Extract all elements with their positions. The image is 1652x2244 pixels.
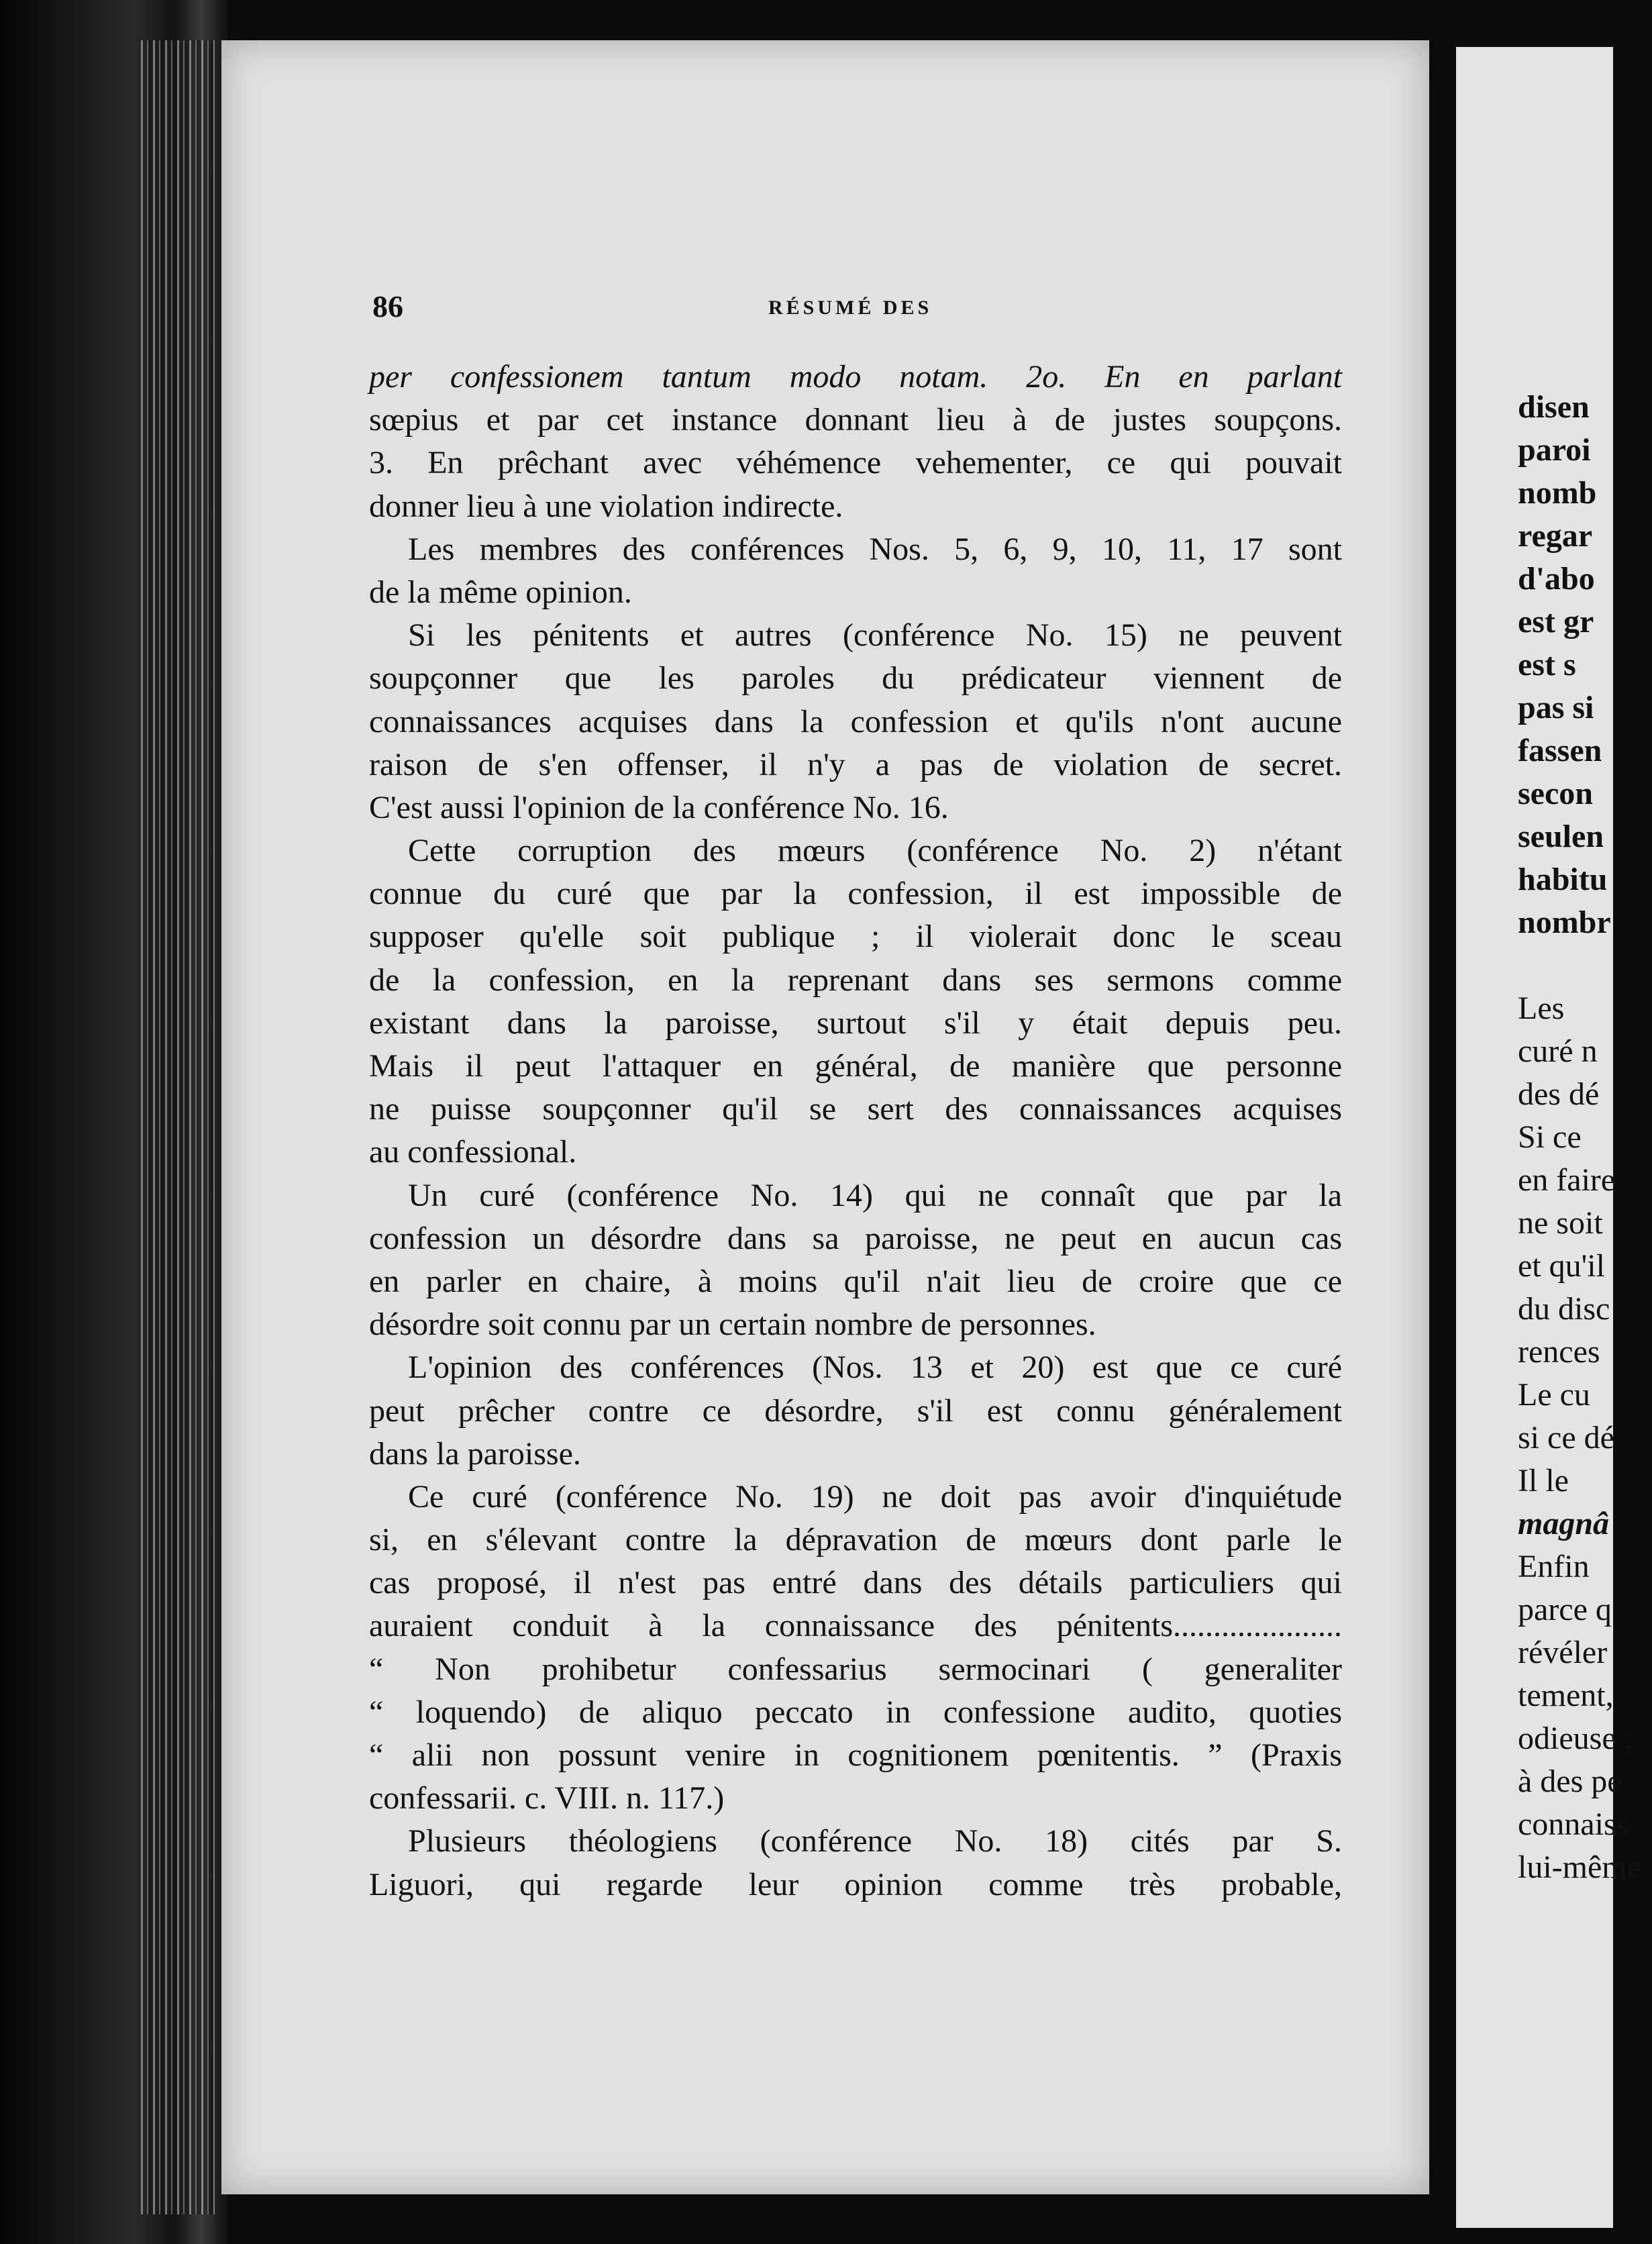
right-line: ne soit — [1518, 1205, 1603, 1241]
text-line: connaissances acquises dans la confession et qu'ils n'ont aucune — [369, 703, 1342, 740]
right-line: nomb — [1518, 475, 1597, 511]
text-line: de la même opinion. — [369, 574, 632, 610]
right-line: Les — [1518, 990, 1565, 1026]
text-line: Plusieurs théologiens (conférence No. 18) cités par S. — [408, 1823, 1342, 1859]
right-line: d'abo — [1518, 561, 1595, 597]
text-line: supposer qu'elle soit publique ; il violerait donc le sceau — [369, 919, 1342, 955]
text-line: auraient conduit à la connaissance des pénitents..................... — [369, 1608, 1342, 1644]
right-line: Si ce — [1518, 1119, 1582, 1155]
text-line: Ce curé (conférence No. 19) ne doit pas avoir d'inquiétude — [408, 1478, 1342, 1515]
right-gap — [1518, 944, 1652, 987]
right-line: fassen — [1518, 733, 1602, 768]
text-line: Un curé (conférence No. 14) qui ne connaît que par la — [408, 1177, 1342, 1213]
running-head: RÉSUMÉ DES — [768, 297, 933, 319]
right-page-text — [1518, 386, 1652, 1889]
right-line: secon — [1518, 776, 1593, 811]
right-line: regar — [1518, 518, 1593, 554]
text-line: dans la paroisse. — [369, 1435, 581, 1472]
text-line: peut prêcher contre ce désordre, s'il est connu généralement — [369, 1392, 1342, 1429]
text-line: au confessional. — [369, 1134, 577, 1170]
text-line: Liguori, qui regarde leur opinion comme très probable, — [369, 1866, 1342, 1902]
right-line: rences — [1518, 1334, 1600, 1370]
body-text — [369, 356, 1342, 1906]
text-line: cas proposé, il n'est pas entré dans des détails particuliers qui — [369, 1565, 1342, 1601]
page-edges — [141, 40, 215, 2214]
text-line: donner lieu à une violation indirecte. — [369, 488, 843, 524]
text-line: Les membres des conférences Nos. 5, 6, 9, 10, 11, 17 sont — [408, 531, 1342, 567]
right-line: est s — [1518, 647, 1576, 682]
text-line: Mais il peut l'attaquer en général, de manière que personne — [369, 1048, 1342, 1084]
text-line: sœpius et par cet instance donnant lieu à de justes soupçons. — [369, 402, 1342, 438]
text-line: connue du curé que par la confession, il est impossible de — [369, 876, 1342, 912]
right-line: odieuse ; — [1518, 1721, 1633, 1756]
text-line: en parler en chaire, à moins qu'il n'ait lieu de croire que ce — [369, 1263, 1342, 1299]
text-line: C'est aussi l'opinion de la conférence No. 16. — [369, 789, 949, 825]
page-header — [372, 289, 1365, 329]
text-line: ne puisse soupçonner qu'il se sert des connaissances acquises — [369, 1091, 1342, 1127]
right-line: à des pe — [1518, 1764, 1622, 1799]
right-line: révéler — [1518, 1635, 1608, 1670]
text-line: si, en s'élevant contre la dépravation de mœurs dont parle le — [369, 1522, 1342, 1558]
right-line: et qu'il — [1518, 1248, 1605, 1284]
right-line: curé n — [1518, 1033, 1598, 1069]
text-line: Si les pénitents et autres (conférence No. 15) ne peuvent — [408, 617, 1342, 654]
right-line: lui-même — [1518, 1849, 1641, 1885]
quote-line: “ Non prohibetur confessarius sermocinari ( generaliter — [369, 1651, 1342, 1687]
text-line: confession un désordre dans sa paroisse, ne peut en aucun cas — [369, 1220, 1342, 1256]
quote-line: “ loquendo) de aliquo peccato in confessione audito, quoties — [369, 1694, 1342, 1730]
text-line: 3. En prêchant avec véhémence vehementer, ce qui pouvait — [369, 445, 1342, 481]
text-line: per confessionem tantum modo notam. 2o. En en parlant — [369, 359, 1342, 395]
text-line: soupçonner que les paroles du prédicateur viennent de — [369, 660, 1342, 697]
right-line: pas si — [1518, 690, 1594, 725]
page-number: 86 — [372, 289, 403, 323]
right-line: si ce dé — [1518, 1420, 1614, 1456]
text-line: de la confession, en la reprenant dans ses sermons comme — [369, 962, 1342, 998]
right-line: disen — [1518, 389, 1590, 425]
right-line: paroi — [1518, 432, 1591, 468]
text-line: L'opinion des conférences (Nos. 13 et 20) est que ce curé — [408, 1349, 1342, 1386]
right-line: Enfin — [1518, 1549, 1590, 1584]
right-line: du disc — [1518, 1291, 1610, 1327]
text-line: désordre soit connu par un certain nombre de personnes. — [369, 1307, 1096, 1343]
right-line: tement, — [1518, 1678, 1614, 1713]
quote-line: “ alii non possunt venire in cognitionem pœnitentis. ” (Praxis — [369, 1737, 1342, 1773]
right-line: magnâ — [1518, 1506, 1610, 1541]
right-line: des dé — [1518, 1076, 1600, 1112]
right-line: Le cu — [1518, 1377, 1590, 1413]
right-line: en faire — [1518, 1162, 1616, 1198]
text-line: raison de s'en offenser, il n'y a pas de violation de secret. — [369, 746, 1342, 782]
right-line: nombr — [1518, 905, 1611, 940]
quote-line: confessarii. c. VIII. n. 117.) — [369, 1780, 725, 1817]
right-line: parce q — [1518, 1592, 1612, 1627]
right-line: habitu — [1518, 862, 1608, 897]
text-line: Cette corruption des mœurs (conférence No. 2) n'étant — [408, 833, 1342, 869]
right-line: est gr — [1518, 604, 1594, 640]
right-line: connaiss — [1518, 1806, 1629, 1842]
right-line: Il le — [1518, 1463, 1569, 1498]
page-divider — [1429, 40, 1456, 2228]
text-line: existant dans la paroisse, surtout s'il y était depuis peu. — [369, 1005, 1342, 1041]
right-line: seulen — [1518, 819, 1604, 854]
